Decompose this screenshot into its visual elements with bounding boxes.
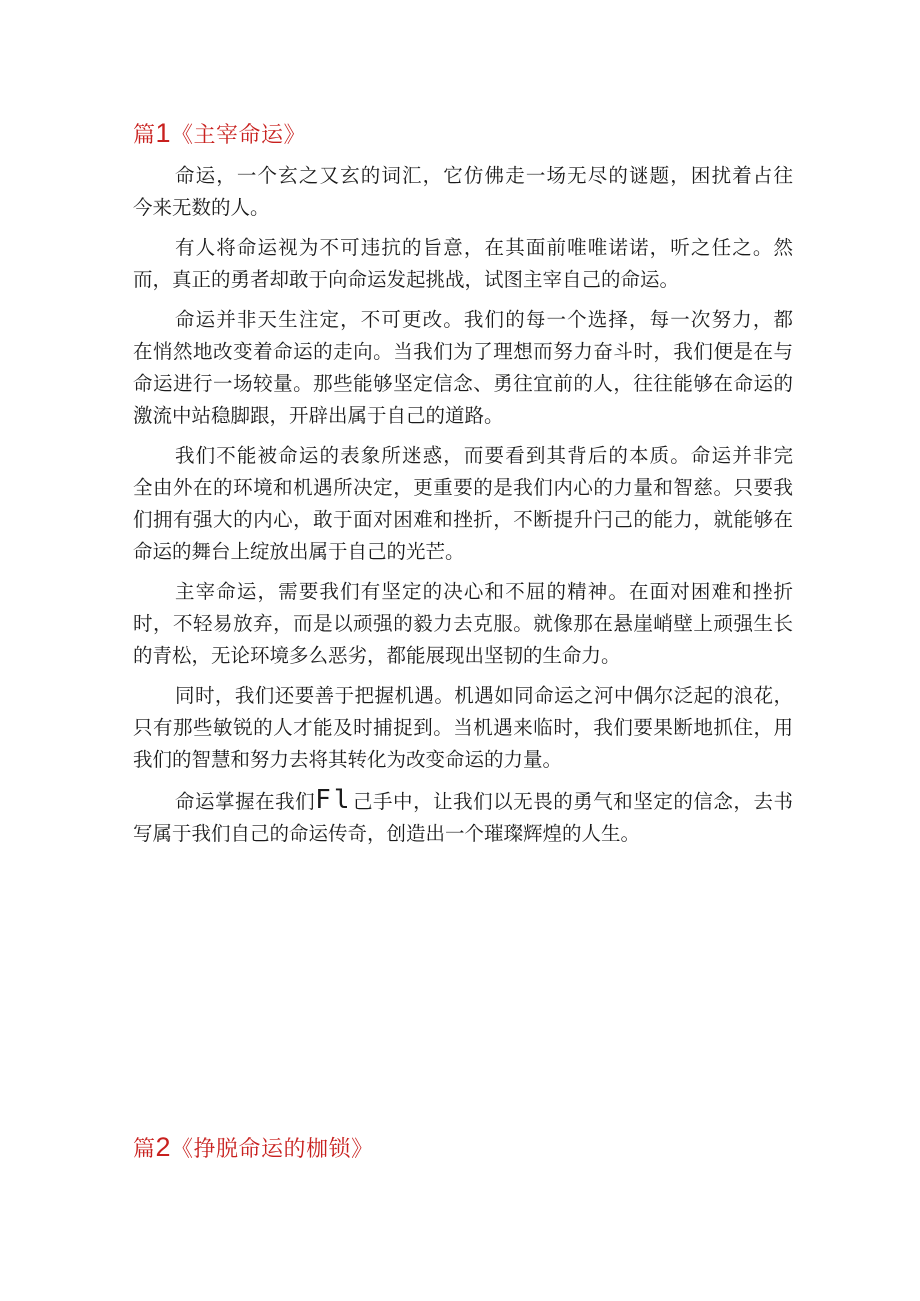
- ocr-artifact-glyph: Fl: [315, 785, 353, 815]
- text-line: 命运并非天生注定，不可更改。我们的每一个选择，每一次努力，都: [175, 308, 793, 331]
- section-heading-1: [133, 118, 306, 149]
- heading-title: 《主宰命运》: [171, 123, 307, 148]
- text-line: 我们的智慧和努力去将其转化为改变命运的力量。: [133, 748, 563, 771]
- section-heading-2: [133, 1132, 374, 1163]
- text-segment: 命运掌握在我们: [175, 790, 316, 813]
- text-line: 有人将命运视为不可违抗的旨意，在其面前唯唯诺诺，听之任之。然: [175, 236, 793, 259]
- text-line: 今来无数的人。: [133, 196, 270, 219]
- heading-prefix: 篇: [133, 123, 156, 148]
- text-line: 们拥有强大的内心，敢于面对困难和挫折，不断提升闩己的能力，就能够在: [133, 508, 793, 531]
- text-line: 主宰命运，需要我们有坚定的决心和不屈的精神。在面对困难和挫折: [175, 580, 793, 603]
- heading-number: 2: [155, 1132, 172, 1162]
- paragraph: [133, 440, 793, 568]
- paragraph: [133, 680, 793, 776]
- paragraph: [133, 160, 793, 224]
- text-line: 命运，一个玄之又玄的词汇，它仿佛走一场无尽的谜题，困扰着占往: [175, 164, 793, 187]
- text-line: 全由外在的环境和机遇所决定，更重要的是我们内心的力量和智慈。只要我: [133, 476, 793, 499]
- heading-prefix: 篇: [133, 1137, 156, 1162]
- text-segment: 己手中，让我们以无畏的勇气和坚定的信念，去书: [352, 790, 793, 813]
- text-line: 命运的舞台上绽放出属于自己的光芒。: [133, 540, 465, 563]
- paragraph: [133, 576, 793, 672]
- section-1-body: [133, 160, 793, 858]
- text-line: 只有那些敏锐的人才能及时捕捉到。当机遇来临时，我们要果断地抓住，用: [133, 716, 793, 739]
- text-line: [133, 784, 793, 818]
- text-line: 激流中站稳脚跟，开辟出属于自己的道路。: [133, 404, 504, 427]
- heading-title: 《挣脱命运的枷锁》: [171, 1137, 374, 1162]
- text-line: 写属于我们自己的命运传奇，创造出一个璀璨辉煌的人生。: [133, 822, 641, 845]
- text-line: 命运进行一场较量。那些能够坚定信念、勇往宜前的人，往往能够在命运的: [133, 372, 793, 395]
- text-line: 同时，我们还要善于把握机遇。机遇如同命运之河中偶尔泛起的浪花，: [175, 684, 793, 707]
- paragraph: [133, 232, 793, 296]
- text-line: 而，真正的勇者却敢于向命运发起挑战，试图主宰自己的命运。: [133, 268, 680, 291]
- heading-number: 1: [155, 118, 172, 148]
- text-line: 时，不轻易放弃，而是以顽强的毅力去克服。就像那在悬崖峭壁上顽强生长: [133, 612, 793, 635]
- text-line: 的青松，无论环境多么恶劣，都能展现出坚韧的生命力。: [133, 644, 621, 667]
- paragraph: [133, 784, 793, 850]
- text-line: 在悄然地改变着命运的走向。当我们为了理想而努力奋斗时，我们便是在与: [133, 340, 793, 363]
- text-line: 我们不能被命运的表象所迷惑，而要看到其背后的本质。命运并非完: [175, 444, 793, 467]
- paragraph: [133, 304, 793, 432]
